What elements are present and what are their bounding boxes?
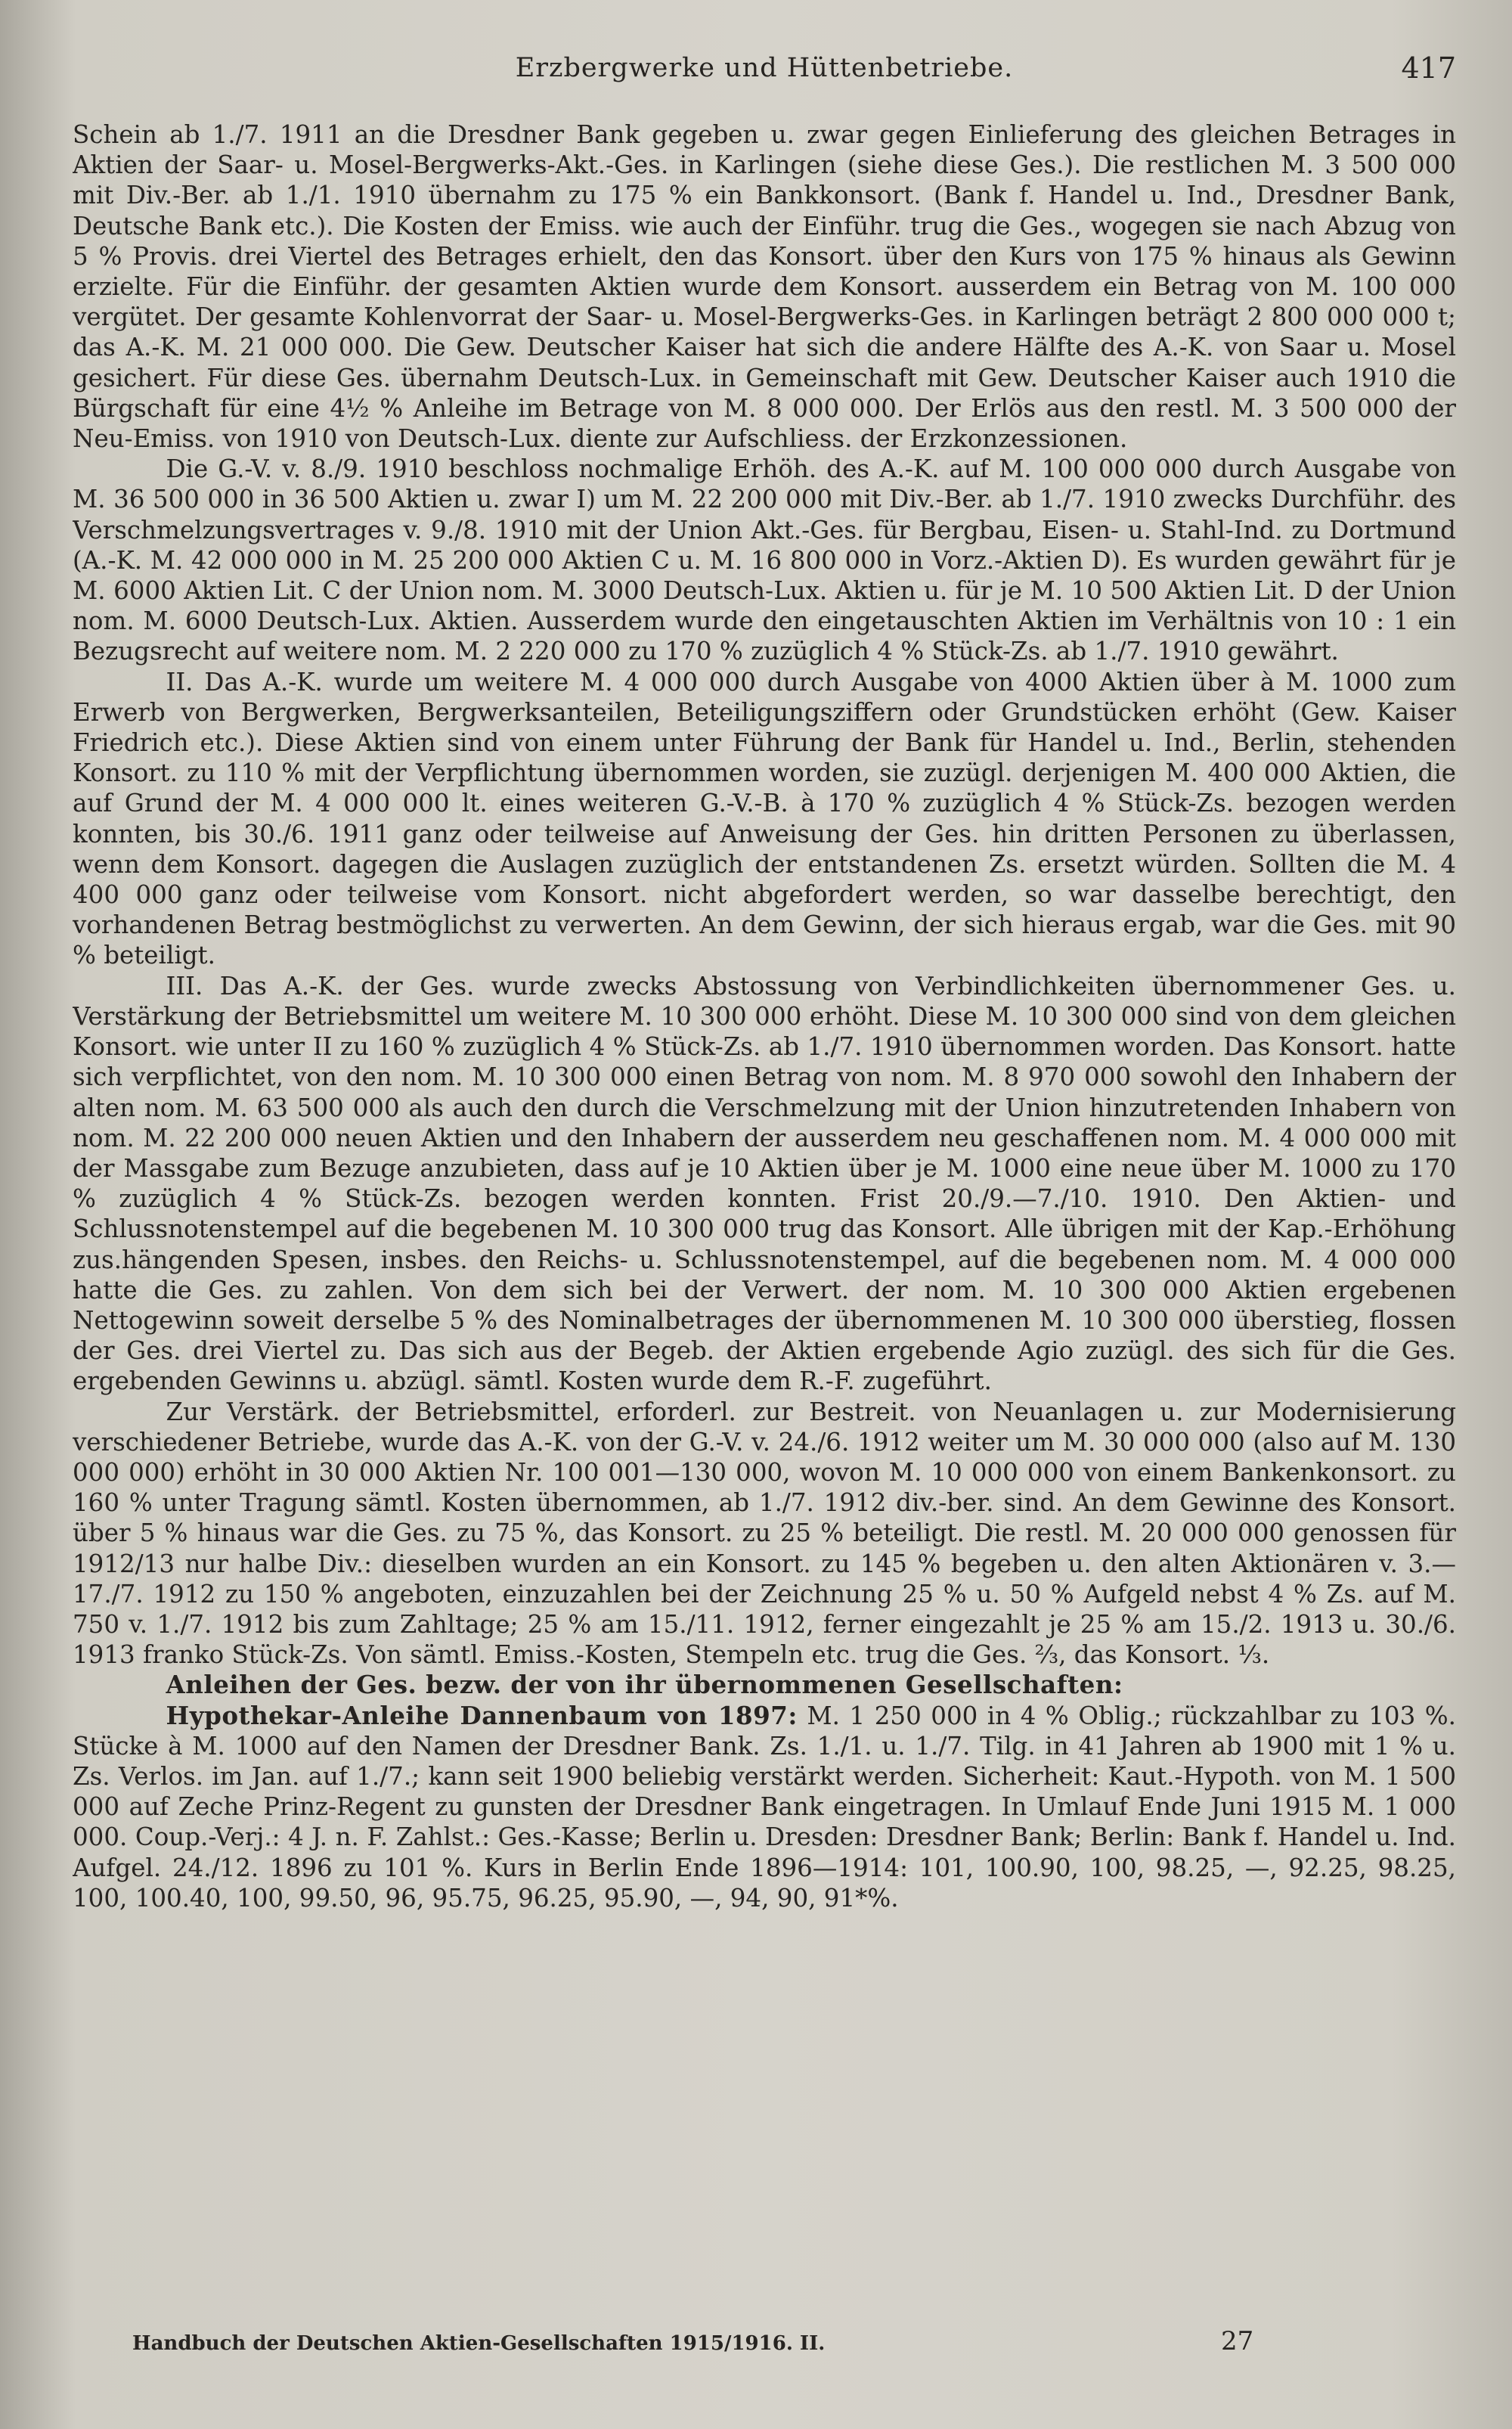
page-header bbox=[73, 44, 1456, 89]
footer-signature: 27 bbox=[1221, 2326, 1254, 2356]
paragraph-section-iii: III. Das A.-K. der Ges. wurde zwecks Abstossung von Verbindlichkeiten übernommener Ges. u. Verstärkung der Betriebsmittel um weitere M. 10 300 000 erhöht. Diese M. 10 300 000 sind von dem gleichen Konsort. wie unter II zu 160 % zuzüglich 4 % Stück-Zs. ab 1./7. 1910 übernommen worden. Das Konsort. hatte sich verpflichtet, von den nom. M. 10 300 000 einen Betrag von nom. M. 8 970 000 sowohl den Inhabern der alten nom. M. 63 500 000 als auch den durch die Verschmelzung mit der Union hinzutretenden Inhabern von nom. M. 22 200 000 neuen Aktien und den Inhabern der ausserdem neu geschaffenen nom. M. 4 000 000 mit der Massgabe zum Bezuge anzubieten, dass auf je 10 Aktien über je M. 1000 eine neue über M. 1000 zu 170 % zuzüglich 4 % Stück-Zs. bezogen werden konnten. Frist 20./9.—7./10. 1910. Den Aktien- und Schlussnotenstempel auf die begebenen M. 10 300 000 trug das Konsort. Alle übrigen mit der Kap.-Erhöhung zus.hängenden Spesen, insbes. den Reichs- u. Schlussnotenstempel, auf die begebenen nom. M. 4 000 000 hatte die Ges. zu zahlen. Von dem sich bei der Verwert. der nom. M. 10 300 000 Aktien ergebenen Nettogewinn soweit derselbe 5 % des Nominalbetrages der übernommenen M. 10 300 000 überstieg, flossen der Ges. drei Viertel zu. Das sich aus der Begeb. der Aktien ergebende Agio zuzügl. des sich für die Ges. ergebenden Gewinns u. abzügl. sämtl. Kosten wurde dem R.-F. zugeführt. bbox=[73, 971, 1456, 1396]
loans-heading-text: Anleihen der Ges. bezw. der von ihr übernommenen Gesellschaften: bbox=[166, 1670, 1123, 1700]
running-title: Erzbergwerke und Hüttenbetriebe. bbox=[515, 53, 1014, 83]
page-footer bbox=[132, 2326, 1266, 2364]
paragraph-gv-1910: Die G.-V. v. 8./9. 1910 beschloss nochmalige Erhöh. des A.-K. auf M. 100 000 000 durch Ausgabe von M. 36 500 000 in 36 500 Aktien u. zwar I) um M. 22 200 000 mit Div.-Ber. ab 1./7. 1910 zwecks Durchführ. des Verschmelzungsvertrages v. 9./8. 1910 mit der Union Akt.-Ges. für Bergbau, Eisen- u. Stahl-Ind. zu Dortmund (A.-K. M. 42 000 000 in M. 25 200 000 Aktien C u. M. 16 800 000 in Vorz.-Aktien D). Es wurden gewährt für je M. 6000 Aktien Lit. C der Union nom. M. 3000 Deutsch-Lux. Aktien u. für je M. 10 500 Aktien Lit. D der Union nom. M. 6000 Deutsch-Lux. Aktien. Ausserdem wurde den eingetauschten Aktien im Verhältnis von 10 : 1 ein Bezugsrecht auf weitere nom. M. 2 220 000 zu 170 % zuzüglich 4 % Stück-Zs. ab 1./7. 1910 gewährt. bbox=[73, 454, 1456, 666]
page-number: 417 bbox=[1401, 51, 1456, 85]
footer-source: Handbuch der Deutschen Aktien-Gesellschaften 1915/1916. II. bbox=[132, 2332, 826, 2355]
loan-entry-text: M. 1 250 000 in 4 % Oblig.; rückzahlbar zu 103 %. Stücke à M. 1000 auf den Namen der Dresdner Bank. Zs. 1./1. u. 1./7. Tilg. in 41 Jahren ab 1900 mit 1 % u. Zs. Verlos. im Jan. auf 1./7.; kann seit 1900 beliebig verstärkt werden. Sicherheit: Kaut.-Hypoth. von M. 1 500 000 auf Zeche Prinz-Regent zu gunsten der Dresdner Bank eingetragen. In Umlauf Ende Juni 1915 M. 1 000 000. Coup.-Verj.: 4 J. n. F. Zahlst.: Ges.-Kasse; Berlin u. Dresden: Dresdner Bank; Berlin: Bank f. Handel u. Ind. Aufgel. 24./12. 1896 zu 101 %. Kurs in Berlin Ende 1896—1914: 101, 100.90, 100, 98.25, —, 92.25, 98.25, 100, 100.40, 100, 99.50, 96, 95.75, 96.25, 95.90, —, 94, 90, 91*%. bbox=[73, 1701, 1456, 1912]
paragraph-continuation: Schein ab 1./7. 1911 an die Dresdner Bank gegeben u. zwar gegen Einlieferung des gleichen Betrages in Aktien der Saar- u. Mosel-Bergwerks-Akt.-Ges. in Karlingen (siehe diese Ges.). Die restlichen M. 3 500 000 mit Div.-Ber. ab 1./1. 1910 übernahm zu 175 % ein Bankkonsort. (Bank f. Handel u. Ind., Dresdner Bank, Deutsche Bank etc.). Die Kosten der Emiss. wie auch der Einführ. trug die Ges., wogegen sie nach Abzug von 5 % Provis. drei Viertel des Betrages erhielt, den das Konsort. über den Kurs von 175 % hinaus als Gewinn erzielte. Für die Einführ. der gesamten Aktien wurde dem Konsort. ausserdem ein Betrag von M. 100 000 vergütet. Der gesamte Kohlenvorrat der Saar- u. Mosel-Bergwerks-Ges. in Karlingen beträgt 2 800 000 000 t; das A.-K. M. 21 000 000. Die Gew. Deutscher Kaiser hat sich die andere Hälfte des A.-K. von Saar u. Mosel gesichert. Für diese Ges. übernahm Deutsch-Lux. in Gemeinschaft mit Gew. Deutscher Kaiser auch 1910 die Bürgschaft für eine 4½ % Anleihe im Betrage von M. 8 000 000. Der Erlös aus den restl. M. 3 500 000 der Neu-Emiss. von 1910 von Deutsch-Lux. diente zur Aufschliess. der Erzkonzessionen. bbox=[73, 120, 1456, 454]
paragraph-section-ii: II. Das A.-K. wurde um weitere M. 4 000 000 durch Ausgabe von 4000 Aktien über à M. 1000 zum Erwerb von Bergwerken, Bergwerksanteilen, Beteiligungsziffern oder Grundstücken erhöht (Gew. Kaiser Friedrich etc.). Diese Aktien sind von einem unter Führung der Bank für Handel u. Ind., Berlin, stehenden Konsort. zu 110 % mit der Verpflichtung übernommen worden, sie zuzügl. derjenigen M. 400 000 Aktien, die auf Grund der M. 4 000 000 lt. eines weiteren G.-V.-B. à 170 % zuzüglich 4 % Stück-Zs. bezogen werden konnten, bis 30./6. 1911 ganz oder teilweise auf Anweisung der Ges. hin dritten Personen zu überlassen, wenn dem Konsort. dagegen die Auslagen zuzüglich der entstandenen Zs. ersetzt würden. Sollten die M. 4 400 000 ganz oder teilweise vom Konsort. nicht abgefordert werden, so war dasselbe berechtigt, den vorhandenen Betrag bestmöglichst zu verwerten. An dem Gewinn, der sich hieraus ergab, war die Ges. mit 90 % beteiligt. bbox=[73, 667, 1456, 970]
loan-entry-title: Hypothekar-Anleihe Dannenbaum von 1897: bbox=[166, 1700, 798, 1730]
paragraph-capital-increase-1912: Zur Verstärk. der Betriebsmittel, erforderl. zur Bestreit. von Neuanlagen u. zur Modernisierung verschiedener Betriebe, wurde das A.-K. von der G.-V. v. 24./6. 1912 weiter um M. 30 000 000 (also auf M. 130 000 000) erhöht in 30 000 Aktien Nr. 100 001—130 000, wovon M. 10 000 000 von einem Bankenkonsort. zu 160 % unter Tragung sämtl. Kosten übernommen, ab 1./7. 1912 div.-ber. sind. An dem Gewinne des Konsort. über 5 % hinaus war die Ges. zu 75 %, das Konsort. zu 25 % beteiligt. Die restl. M. 20 000 000 genossen für 1912/13 nur halbe Div.: dieselben wurden an ein Konsort. zu 145 % begeben u. den alten Aktionären v. 3.—17./7. 1912 zu 150 % angeboten, einzuzahlen bei der Zeichnung 25 % u. 50 % Aufgeld nebst 4 % Zs. auf M. 750 v. 1./7. 1912 bis zum Zahltage; 25 % am 15./11. 1912, ferner eingezahlt je 25 % am 15./2. 1913 u. 30./6. 1913 franko Stück-Zs. Von sämtl. Emiss.-Kosten, Stempeln etc. trug die Ges. ⅔, das Konsort. ⅓. bbox=[73, 1397, 1456, 1670]
loan-entry bbox=[73, 1701, 1456, 1913]
page-body bbox=[73, 119, 1456, 2320]
loans-heading bbox=[73, 1670, 1456, 1700]
